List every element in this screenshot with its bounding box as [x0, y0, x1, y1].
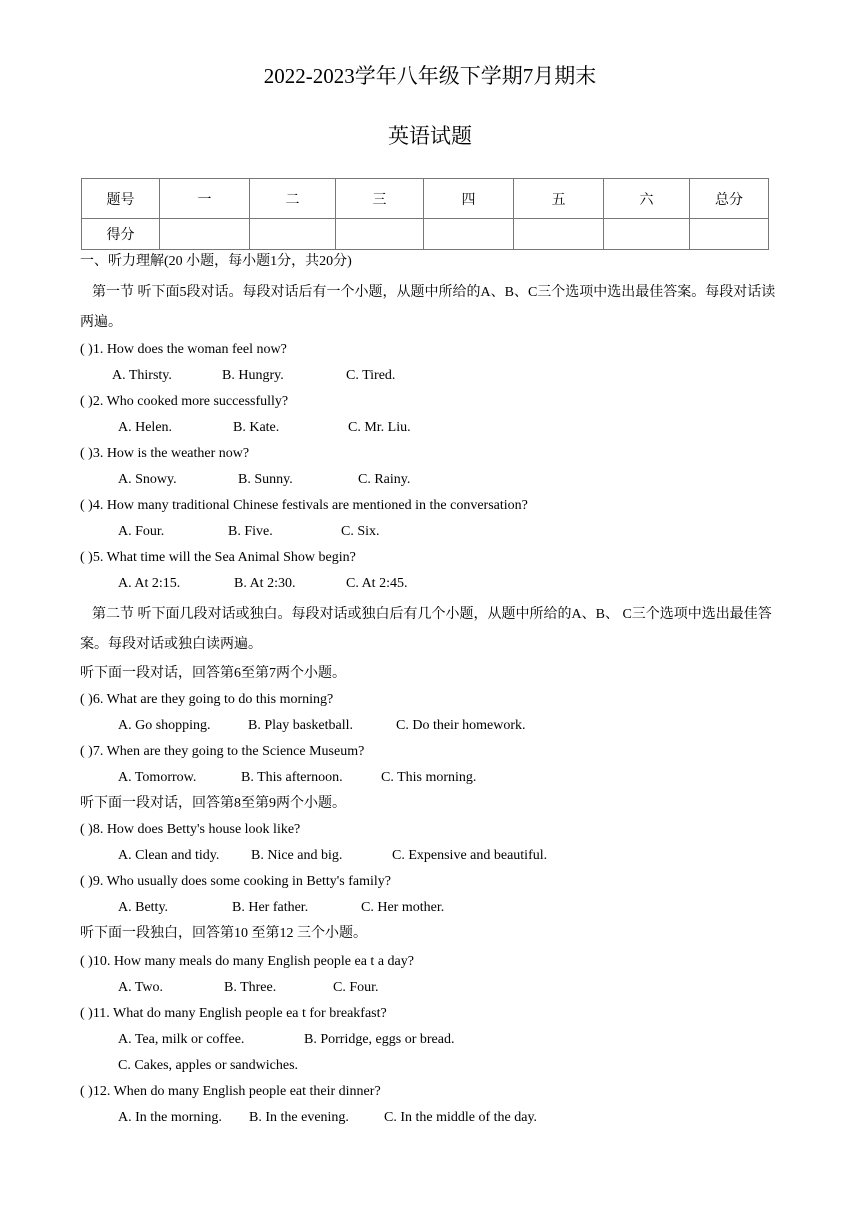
option-c: C. At 2:45. [346, 576, 408, 591]
option-a: A. Clean and tidy. [118, 848, 220, 863]
option-b: B. Her father. [232, 900, 309, 915]
section-heading: 一、听力理解(20 小题，每小题1分，共20分) [80, 254, 352, 269]
option-c: C. Mr. Liu. [348, 420, 411, 435]
note-questions-8-9: 听下面一段对话，回答第8至第9两个小题。 [80, 796, 346, 811]
option-a: A. Helen. [118, 420, 173, 435]
score-row-label: 得分 [82, 219, 160, 250]
score-header-cell: 三 [336, 179, 424, 219]
option-a: A. Tomorrow. [118, 770, 197, 785]
score-cell [514, 219, 604, 250]
option-c: C. In the middle of the day. [384, 1110, 538, 1125]
option-a: A. Thirsty. [112, 368, 172, 383]
score-header-cell: 一 [160, 179, 250, 219]
option-a: A. At 2:15. [118, 576, 181, 591]
score-header-cell: 题号 [82, 179, 160, 219]
score-cell [160, 219, 250, 250]
score-header-cell: 四 [424, 179, 514, 219]
question-7: ( )7. When are they going to the Science Museum? [80, 744, 365, 759]
score-cell [336, 219, 424, 250]
score-header-cell: 二 [250, 179, 336, 219]
score-cell [424, 219, 514, 250]
option-b: B. Play basketball. [248, 718, 353, 733]
question-1: ( )1. How does the woman feel now? [80, 342, 287, 357]
option-c: C. Do their homework. [396, 718, 526, 733]
option-a: A. Two. [118, 980, 164, 995]
score-cell [690, 219, 769, 250]
question-3-options [80, 470, 780, 496]
option-b: B. Sunny. [238, 472, 293, 487]
question-5-options [80, 574, 780, 600]
score-cell [604, 219, 690, 250]
option-b: B. Hungry. [222, 368, 284, 383]
question-4: ( )4. How many traditional Chinese festivals are mentioned in the conversation? [80, 498, 528, 513]
question-11: ( )11. What do many English people ea t for breakfast? [80, 1006, 387, 1021]
option-c: C. Her mother. [361, 900, 445, 915]
question-9-options [80, 898, 780, 924]
option-c: C. Six. [341, 524, 380, 539]
option-b: B. Nice and big. [251, 848, 343, 863]
score-header-cell: 总分 [690, 179, 769, 219]
question-3: ( )3. How is the weather now? [80, 446, 250, 461]
question-5: ( )5. What time will the Sea Animal Show begin? [80, 550, 356, 565]
question-12: ( )12. When do many English people eat their dinner? [80, 1084, 381, 1099]
question-10: ( )10. How many meals do many English people ea t a day? [80, 954, 414, 969]
option-a: A. Tea, milk or coffee. [118, 1032, 245, 1047]
option-a: A. Snowy. [118, 472, 177, 487]
score-table-header-row [82, 179, 769, 219]
option-b: B. Porridge, eggs or bread. [304, 1032, 455, 1047]
option-a: A. Four. [118, 524, 165, 539]
note-questions-10-12: 听下面一段独白，回答第10 至第12 三个小题。 [80, 926, 367, 941]
option-a: A. In the morning. [118, 1110, 222, 1125]
question-7-options [80, 768, 780, 794]
exam-title: 2022-2023学年八年级下学期7月期末 [263, 64, 597, 88]
question-6: ( )6. What are they going to do this morning? [80, 692, 334, 707]
option-b: B. At 2:30. [234, 576, 296, 591]
question-1-options [80, 366, 780, 392]
question-4-options [80, 522, 780, 548]
question-8: ( )8. How does Betty's house look like? [80, 822, 301, 837]
question-11-options-ab [80, 1030, 780, 1056]
question-10-options [80, 978, 780, 1004]
score-table [81, 178, 769, 250]
option-c: C. Rainy. [358, 472, 411, 487]
exam-subtitle: 英语试题 [388, 124, 472, 148]
option-b: B. This afternoon. [241, 770, 343, 785]
option-c: C. Four. [333, 980, 379, 995]
note-questions-6-7: 听下面一段对话，回答第6至第7两个小题。 [80, 666, 346, 681]
question-12-options [80, 1108, 780, 1134]
option-c: C. Expensive and beautiful. [392, 848, 548, 863]
option-a: A. Go shopping. [118, 718, 211, 733]
option-b: B. Three. [224, 980, 277, 995]
option-b: B. In the evening. [249, 1110, 349, 1125]
part2-instructions: 第二节 听下面几段对话或独白。每段对话或独白后有几个小题，从题中所给的A、B、 C三个选项中选出最佳答案。每段对话或独白读两遍。 [80, 607, 772, 652]
score-header-cell: 五 [514, 179, 604, 219]
option-c: C. Cakes, apples or sandwiches. [118, 1058, 299, 1073]
option-c: C. This morning. [381, 770, 477, 785]
question-11-options-c [80, 1056, 780, 1082]
option-c: C. Tired. [346, 368, 396, 383]
option-a: A. Betty. [118, 900, 169, 915]
question-2: ( )2. Who cooked more successfully? [80, 394, 289, 409]
question-2-options [80, 418, 780, 444]
option-b: B. Five. [228, 524, 273, 539]
score-cell [250, 219, 336, 250]
score-header-cell: 六 [604, 179, 690, 219]
part1-instructions: 第一节 听下面5段对话。每段对话后有一个小题，从题中所给的A、B、C三个选项中选出最佳答案。每段对话读两遍。 [80, 285, 776, 330]
question-6-options [80, 716, 780, 742]
question-9: ( )9. Who usually does some cooking in Betty's family? [80, 874, 391, 889]
question-8-options [80, 846, 780, 872]
option-b: B. Kate. [233, 420, 280, 435]
score-table-score-row [82, 219, 769, 250]
listening-section [80, 252, 780, 1134]
